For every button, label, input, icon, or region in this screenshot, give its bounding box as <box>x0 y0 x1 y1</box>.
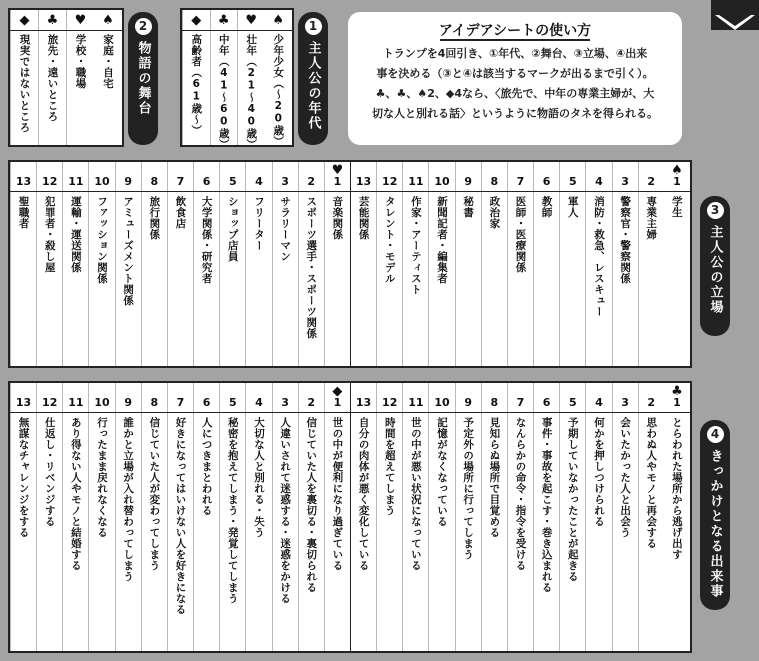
event-card-number: 2 <box>307 396 316 409</box>
event-card <box>141 383 167 651</box>
howto-line: ♣、♣、♠2、◆4なら、〈旅先で、中年の専業主婦が、大 <box>375 87 655 100</box>
event-card-number: 9 <box>124 396 132 409</box>
role-card <box>612 162 638 366</box>
event-card-number: 7 <box>176 396 185 409</box>
howto-body <box>358 44 672 124</box>
age-card-label: 少年少女（〜20歳） <box>272 34 285 147</box>
role-card <box>10 162 36 366</box>
role-card <box>507 162 533 366</box>
event-card-label: とらわれた場所から逃げ出す <box>670 417 683 560</box>
event-badge-label: きっかけとなる出来事 <box>707 449 723 599</box>
event-card-number: 11 <box>408 396 424 409</box>
role-card-number: 3 <box>281 175 289 188</box>
event-card-label: 世の中が悪い状況になっている <box>409 417 422 571</box>
role-card-label: 秘書 <box>462 196 475 218</box>
howto-line: トランプを4回引き、①年代、②舞台、③立場、④出来 <box>382 47 648 60</box>
role-card <box>376 162 402 366</box>
age-suit-icon: ◆ <box>191 13 202 28</box>
event-card-label: 時間を超えてしまう <box>383 417 396 516</box>
role-card-label: 学生 <box>670 196 683 218</box>
age-card-label: 中年（41〜60歳） <box>217 34 230 150</box>
howto-line: 切な人と別れる話〉というように物語のタネを得られる。 <box>372 107 658 120</box>
age-suit-icon: ♠ <box>272 13 285 28</box>
role-card <box>36 162 62 366</box>
event-card-label: 誰かと立場が入れ替わってしまう <box>122 417 135 582</box>
bookmark-icon <box>711 0 759 30</box>
role-card-label: ショップ店員 <box>226 196 239 262</box>
role-card-number: 8 <box>490 175 499 188</box>
stage-suit-icon: ♥ <box>74 13 87 28</box>
role-card-label: 犯罪者・殺し屋 <box>43 196 56 273</box>
role-card-label: ファッション関係 <box>96 196 109 284</box>
event-card <box>585 383 611 651</box>
event-card-number: 5 <box>568 396 577 409</box>
event-card-label: 好きになってはいけない人を好きになる <box>174 417 187 615</box>
age-badge <box>298 12 328 145</box>
role-card <box>402 162 428 366</box>
howto-title-underline <box>440 39 590 41</box>
event-card <box>481 383 507 651</box>
event-card-label: 大切な人と別れる・失う <box>252 417 265 538</box>
event-card-label: 予定外の場所に行ってしまう <box>462 417 475 560</box>
event-card <box>507 383 533 651</box>
role-card-number: 6 <box>202 175 211 188</box>
role-card-panel <box>8 160 692 368</box>
howto-box <box>348 12 682 145</box>
event-card <box>272 383 298 651</box>
role-card-label: 音楽関係 <box>331 196 344 240</box>
event-divider <box>10 412 690 413</box>
stage-suit-icon: ♠ <box>102 13 114 28</box>
event-card <box>62 383 88 651</box>
event-card-label: 自分の肉体が悪く変化している <box>357 417 370 571</box>
role-card-number: 12 <box>42 175 58 188</box>
event-card-label: 信じていた人を裏切る・裏切られる <box>305 417 318 593</box>
role-card-number: 2 <box>307 175 316 188</box>
event-card-number: 13 <box>355 396 372 409</box>
role-card-label: 芸能関係 <box>357 196 370 240</box>
role-suit-icon: ♠ <box>671 163 683 178</box>
role-card <box>533 162 559 366</box>
event-card-number: 5 <box>228 396 237 409</box>
howto-line: 事を決める（③と④は該当するマークが出るまで引く）。 <box>376 67 654 80</box>
role-badge <box>700 196 730 336</box>
event-card <box>193 383 219 651</box>
event-card-number: 13 <box>15 396 32 409</box>
role-card <box>193 162 219 366</box>
role-card-number: 1 <box>673 175 681 188</box>
event-card-number: 6 <box>542 396 551 409</box>
event-card <box>664 383 690 651</box>
age-badge-label: 主人公の年代 <box>305 41 321 131</box>
role-card-number: 13 <box>355 175 372 188</box>
role-card-number: 4 <box>255 175 263 188</box>
age-suit-icon: ♣ <box>217 13 230 28</box>
stage-card-label: 現実ではないところ <box>18 34 31 133</box>
event-card-number: 10 <box>434 396 450 409</box>
event-card <box>36 383 62 651</box>
event-card-label: 仕返し・リベンジする <box>43 417 56 527</box>
event-card-label: 人違いされて迷惑する・迷惑をかける <box>279 417 292 604</box>
role-card-number: 9 <box>124 175 132 188</box>
event-card <box>115 383 141 651</box>
event-card <box>455 383 481 651</box>
event-card-panel <box>8 381 692 653</box>
event-card-number: 3 <box>281 396 289 409</box>
role-card <box>298 162 324 366</box>
event-card-number: 12 <box>382 396 398 409</box>
event-card-label: 予期していなかったことが起きる <box>566 417 579 582</box>
role-card-number: 2 <box>647 175 656 188</box>
role-card-label: 専業主婦 <box>645 196 658 240</box>
role-card-label: 医師・医療関係 <box>514 196 527 273</box>
event-card-label: 何かを押しつけられる <box>592 417 605 527</box>
role-card-number: 5 <box>228 175 237 188</box>
event-card-number: 2 <box>647 396 656 409</box>
role-card <box>167 162 193 366</box>
role-card <box>141 162 167 366</box>
event-card <box>245 383 271 651</box>
role-card-label: 運輸・運送関係 <box>69 196 82 273</box>
role-card-label: 軍人 <box>566 196 579 218</box>
role-badge-number: 3 <box>707 202 724 219</box>
age-card-panel <box>180 8 294 150</box>
role-card-label: 教師 <box>540 196 553 218</box>
role-card-label: 消防・救急、レスキュー <box>592 196 605 317</box>
event-suit-icon: ◆ <box>332 384 343 399</box>
role-card <box>324 162 350 366</box>
event-card <box>533 383 559 651</box>
howto-title: アイデアシートの使い方 <box>438 23 592 39</box>
role-card-label: サラリーマン <box>279 196 292 262</box>
event-card-number: 8 <box>150 396 159 409</box>
event-card <box>428 383 454 651</box>
event-card-number: 9 <box>464 396 472 409</box>
role-card <box>115 162 141 366</box>
role-card <box>219 162 245 366</box>
role-card <box>585 162 611 366</box>
event-card <box>350 383 376 651</box>
stage-badge-number: 2 <box>135 18 152 35</box>
role-card-number: 12 <box>382 175 398 188</box>
role-card-number: 13 <box>15 175 32 188</box>
stage-card-panel <box>8 8 124 147</box>
event-card-label: 行ったまま戻れなくなる <box>96 417 109 538</box>
event-card-label: 会いたかった人と出会う <box>619 417 632 538</box>
role-card-label: 政治家 <box>488 196 501 229</box>
event-card-label: 見知らぬ場所で目覚める <box>488 417 501 538</box>
age-suit-icon: ♥ <box>245 13 258 28</box>
role-card-number: 11 <box>68 175 84 188</box>
event-card <box>402 383 428 651</box>
event-card <box>324 383 350 651</box>
role-card-label: 大学関係・研究者 <box>200 196 213 284</box>
role-card <box>455 162 481 366</box>
event-card <box>376 383 402 651</box>
role-card-number: 1 <box>333 175 342 188</box>
role-card-number: 9 <box>464 175 472 188</box>
role-card-label: 新聞記者・編集者 <box>436 196 449 284</box>
event-suit-icon: ♣ <box>671 384 683 399</box>
role-card <box>559 162 585 366</box>
role-card-label: タレント・モデル <box>383 196 396 284</box>
event-card <box>559 383 585 651</box>
event-card-label: 記憶がなくなっている <box>436 417 449 527</box>
role-card-label: フリーター <box>252 196 265 251</box>
event-card-label: あり得ない人やモノと結婚する <box>69 417 82 571</box>
stage-card-label: 旅先・遠いところ <box>46 34 59 122</box>
role-card <box>664 162 690 366</box>
event-badge <box>700 420 730 610</box>
event-card-number: 3 <box>621 396 629 409</box>
role-card <box>245 162 271 366</box>
role-card <box>88 162 114 366</box>
role-card <box>350 162 376 366</box>
event-card <box>167 383 193 651</box>
event-card <box>10 383 36 651</box>
event-card <box>219 383 245 651</box>
role-card-label: 聖職者 <box>17 196 30 229</box>
event-card-number: 11 <box>68 396 84 409</box>
role-divider <box>10 191 690 192</box>
role-card-number: 8 <box>150 175 159 188</box>
role-card <box>62 162 88 366</box>
event-card-label: なんらかの命令・指令を受ける <box>514 417 527 571</box>
event-card-number: 8 <box>490 396 499 409</box>
event-card-label: 無謀なチャレンジをする <box>17 417 30 538</box>
event-card-number: 10 <box>94 396 110 409</box>
event-badge-number: 4 <box>707 426 724 443</box>
event-card-number: 12 <box>42 396 58 409</box>
role-card <box>428 162 454 366</box>
stage-badge <box>128 12 158 145</box>
role-card <box>481 162 507 366</box>
event-card-label: 秘密を抱えてしまう・発覚してしまう <box>226 417 239 604</box>
stage-suit-icon: ◆ <box>19 13 30 28</box>
role-card-number: 6 <box>542 175 551 188</box>
event-card-number: 6 <box>202 396 211 409</box>
event-card-number: 1 <box>333 396 342 409</box>
role-card-number: 4 <box>595 175 603 188</box>
role-card <box>272 162 298 366</box>
stage-card-label: 学校・職場 <box>74 34 87 89</box>
role-card-label: 飲食店 <box>174 196 187 229</box>
role-card-number: 3 <box>621 175 629 188</box>
event-card-label: 信じていた人が変わってしまう <box>148 417 161 571</box>
event-card-number: 4 <box>595 396 603 409</box>
age-divider <box>182 30 292 31</box>
age-badge-number: 1 <box>305 18 322 35</box>
role-card-number: 7 <box>516 175 525 188</box>
age-card-label: 壮年（21〜40歳） <box>245 34 258 150</box>
event-card-label: 世の中が便利になり過ぎている <box>331 417 344 571</box>
event-card-number: 7 <box>516 396 525 409</box>
event-card-number: 1 <box>673 396 681 409</box>
stage-suit-icon: ♣ <box>46 13 59 28</box>
event-card-label: 思わぬ人やモノと再会する <box>645 417 658 549</box>
role-card-number: 10 <box>434 175 450 188</box>
event-card-number: 4 <box>255 396 263 409</box>
role-badge-label: 主人公の立場 <box>707 225 723 315</box>
role-card <box>638 162 664 366</box>
role-card-label: アミューズメント関係 <box>122 196 135 306</box>
event-card <box>298 383 324 651</box>
role-card-number: 7 <box>176 175 185 188</box>
event-card <box>612 383 638 651</box>
event-card-label: 人につきまとわれる <box>200 417 213 516</box>
role-card-number: 11 <box>408 175 424 188</box>
event-card <box>88 383 114 651</box>
role-card-label: スポーツ選手・スポーツ関係 <box>305 196 318 339</box>
role-card-label: 警察官・警察関係 <box>619 196 632 284</box>
role-card-number: 5 <box>568 175 577 188</box>
role-card-label: 旅行関係 <box>148 196 161 240</box>
stage-badge-label: 物語の舞台 <box>135 41 151 116</box>
stage-card-label: 家庭・自宅 <box>102 34 114 89</box>
event-card <box>638 383 664 651</box>
role-card-label: 作家・アーティスト <box>409 196 422 295</box>
role-suit-icon: ♥ <box>331 163 344 178</box>
age-card-label: 高齢者（61歳〜） <box>190 34 203 136</box>
role-card-number: 10 <box>94 175 110 188</box>
event-card-label: 事件・事故を起こす・巻き込まれる <box>540 417 553 593</box>
stage-divider <box>10 30 122 31</box>
